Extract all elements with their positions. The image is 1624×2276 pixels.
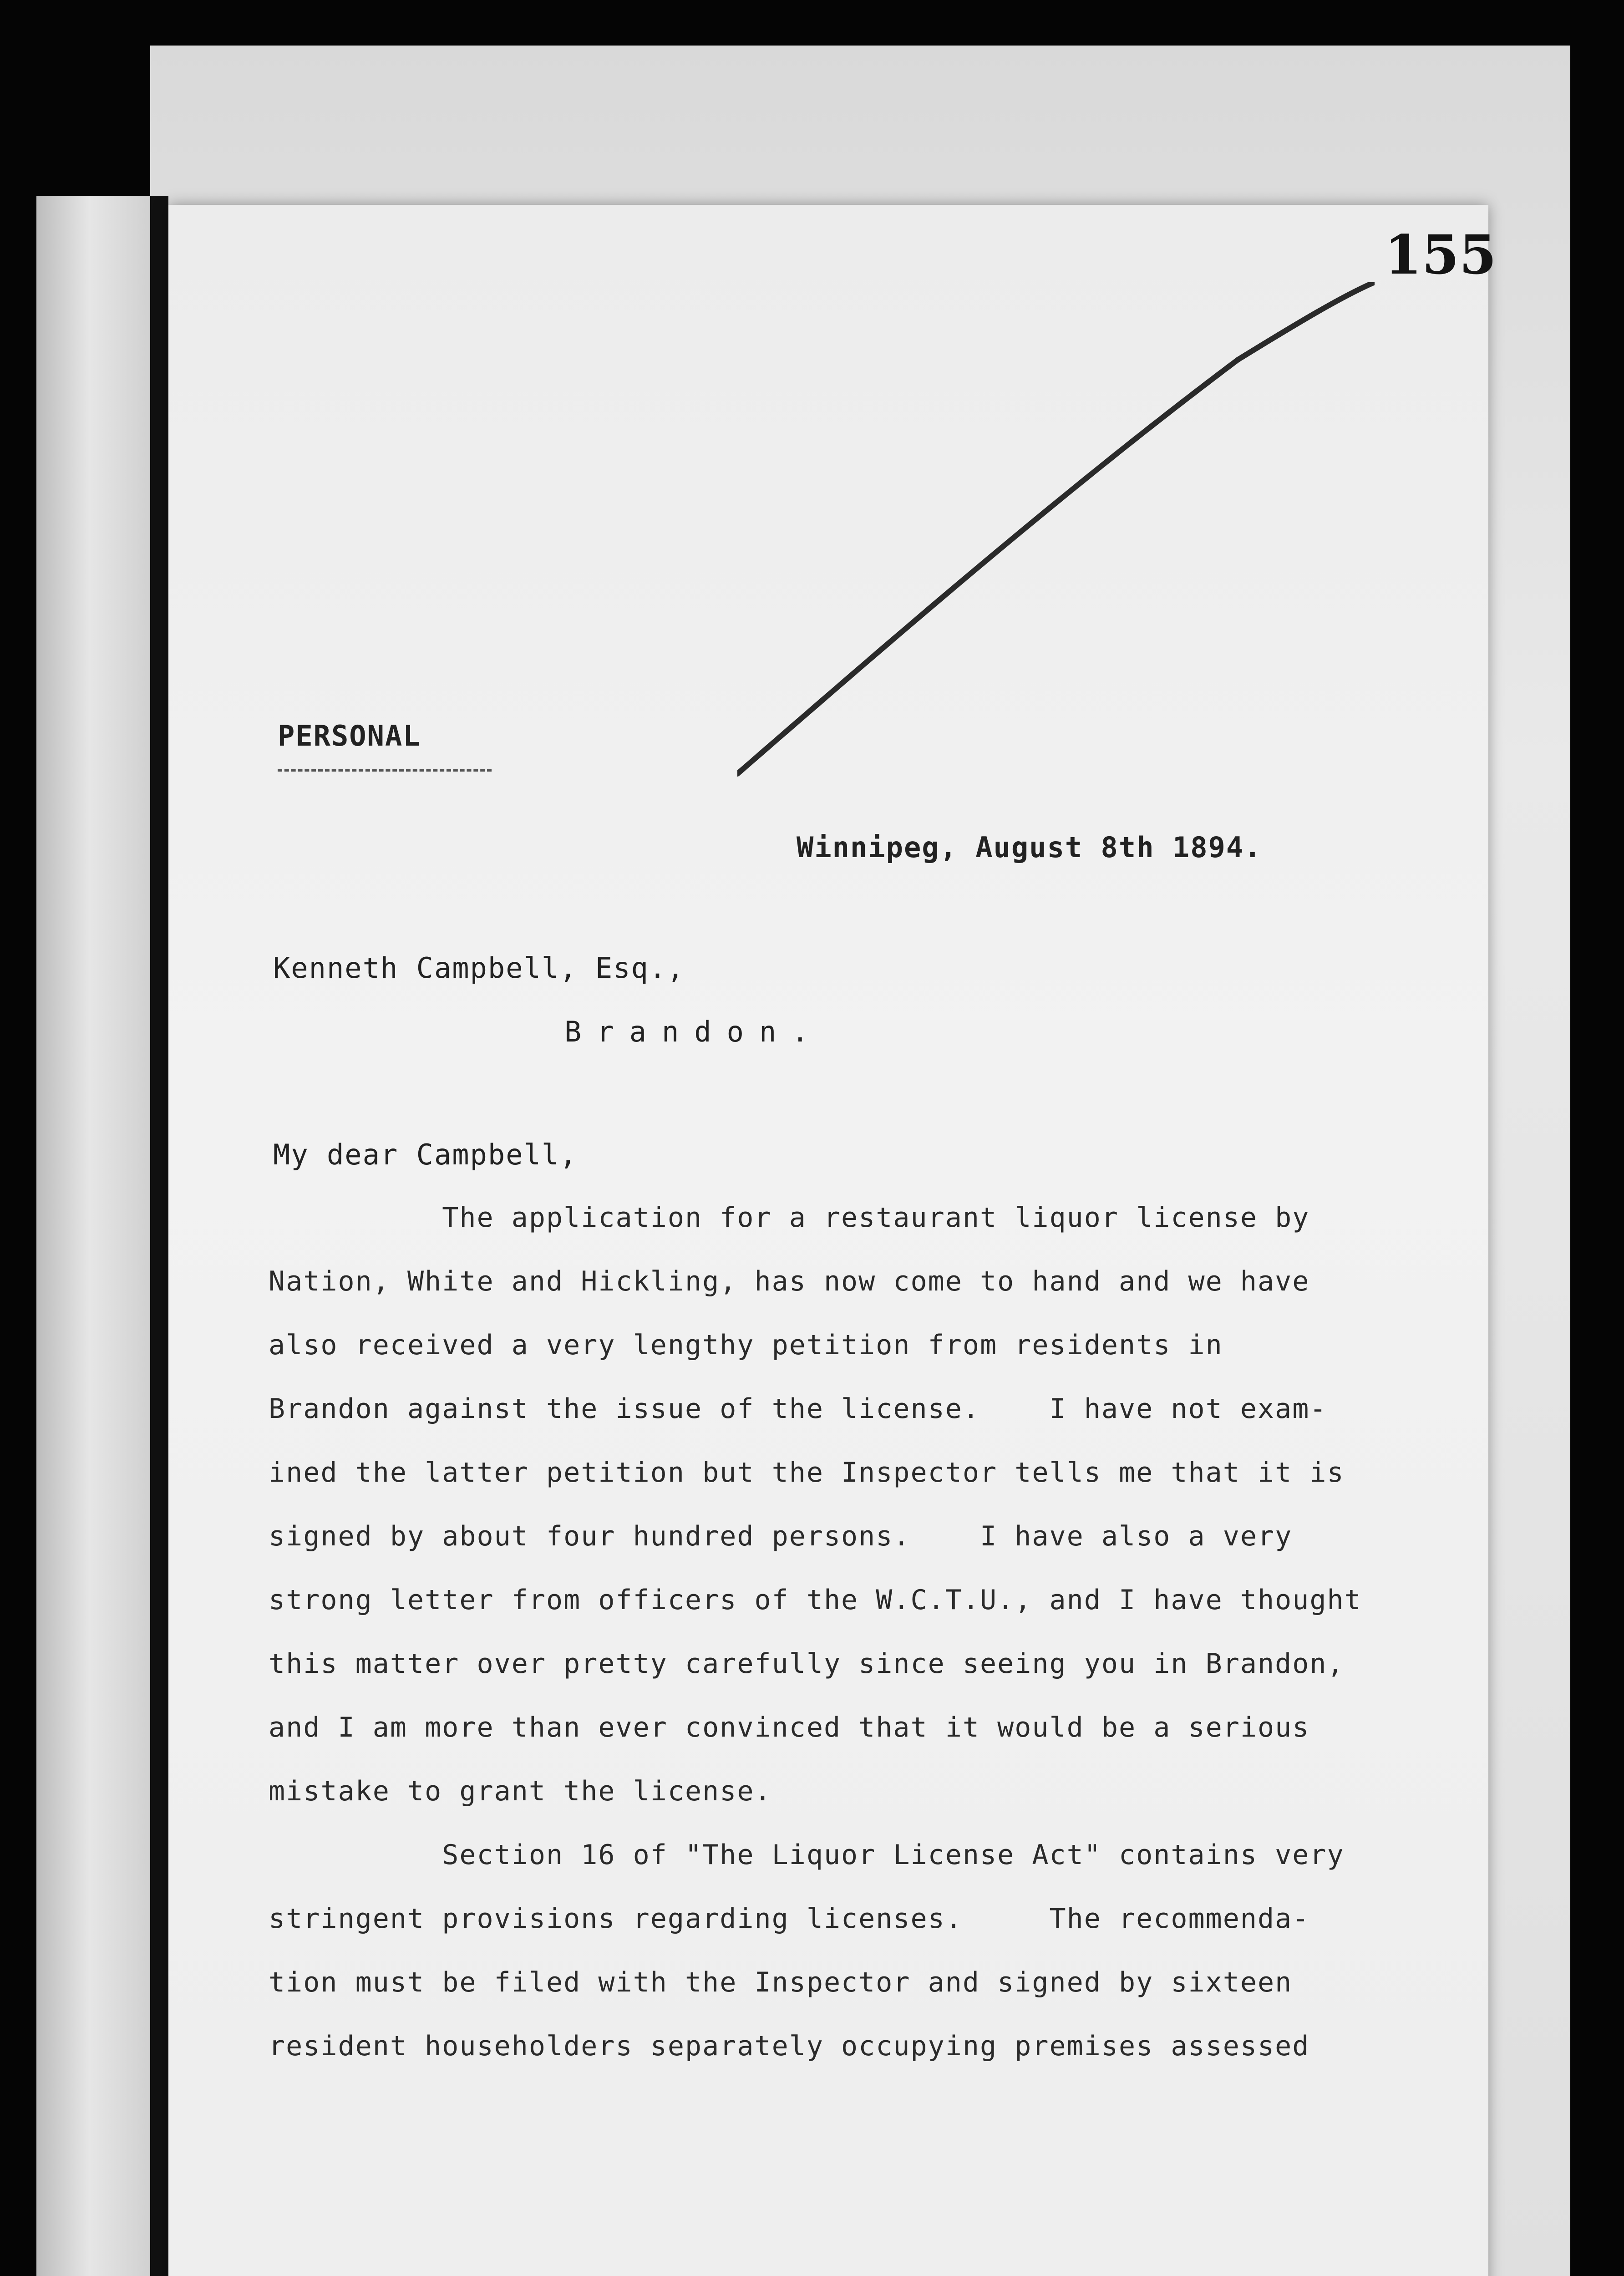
body-line: Brandon against the issue of the license. I have not exam- [269,1393,1327,1425]
body-line: signed by about four hundred persons. I have also a very [269,1520,1293,1552]
body-line: resident householders separately occupying premises assessed [269,2030,1310,2062]
body-line: The application for a restaurant liquor license by [269,1202,1310,1234]
personal-marking: PERSONAL [278,719,421,752]
addressee: Kenneth Campbell, Esq., [273,951,685,985]
page-number: 155 [1384,223,1497,286]
body-line: ined the latter petition but the Inspector tells me that it is [269,1457,1345,1489]
body-line: tion must be filed with the Inspector and signed by sixteen [269,1966,1293,1998]
address-city: Brandon. [564,1015,824,1048]
body-line: Nation, White and Hickling, has now come to hand and we have [269,1265,1310,1297]
binding-shadow [150,196,168,2276]
body-line: Section 16 of "The Liquor License Act" contains very [269,1839,1345,1871]
body-line: and I am more than ever convinced that it would be a serious [269,1712,1310,1743]
body-line: this matter over pretty carefully since seeing you in Brandon, [269,1648,1345,1680]
body-line: mistake to grant the license. [269,1775,772,1807]
personal-underline [278,769,492,772]
binding-edge [36,196,155,2276]
body-line: stringent provisions regarding licenses. The recommenda- [269,1903,1310,1935]
pen-stroke-mark [737,282,1375,783]
dateline: Winnipeg, August 8th 1894. [797,831,1262,864]
body-line: also received a very lengthy petition from residents in [269,1329,1223,1361]
salutation: My dear Campbell, [273,1138,578,1171]
body-line: strong letter from officers of the W.C.T.U., and I have thought [269,1584,1362,1616]
